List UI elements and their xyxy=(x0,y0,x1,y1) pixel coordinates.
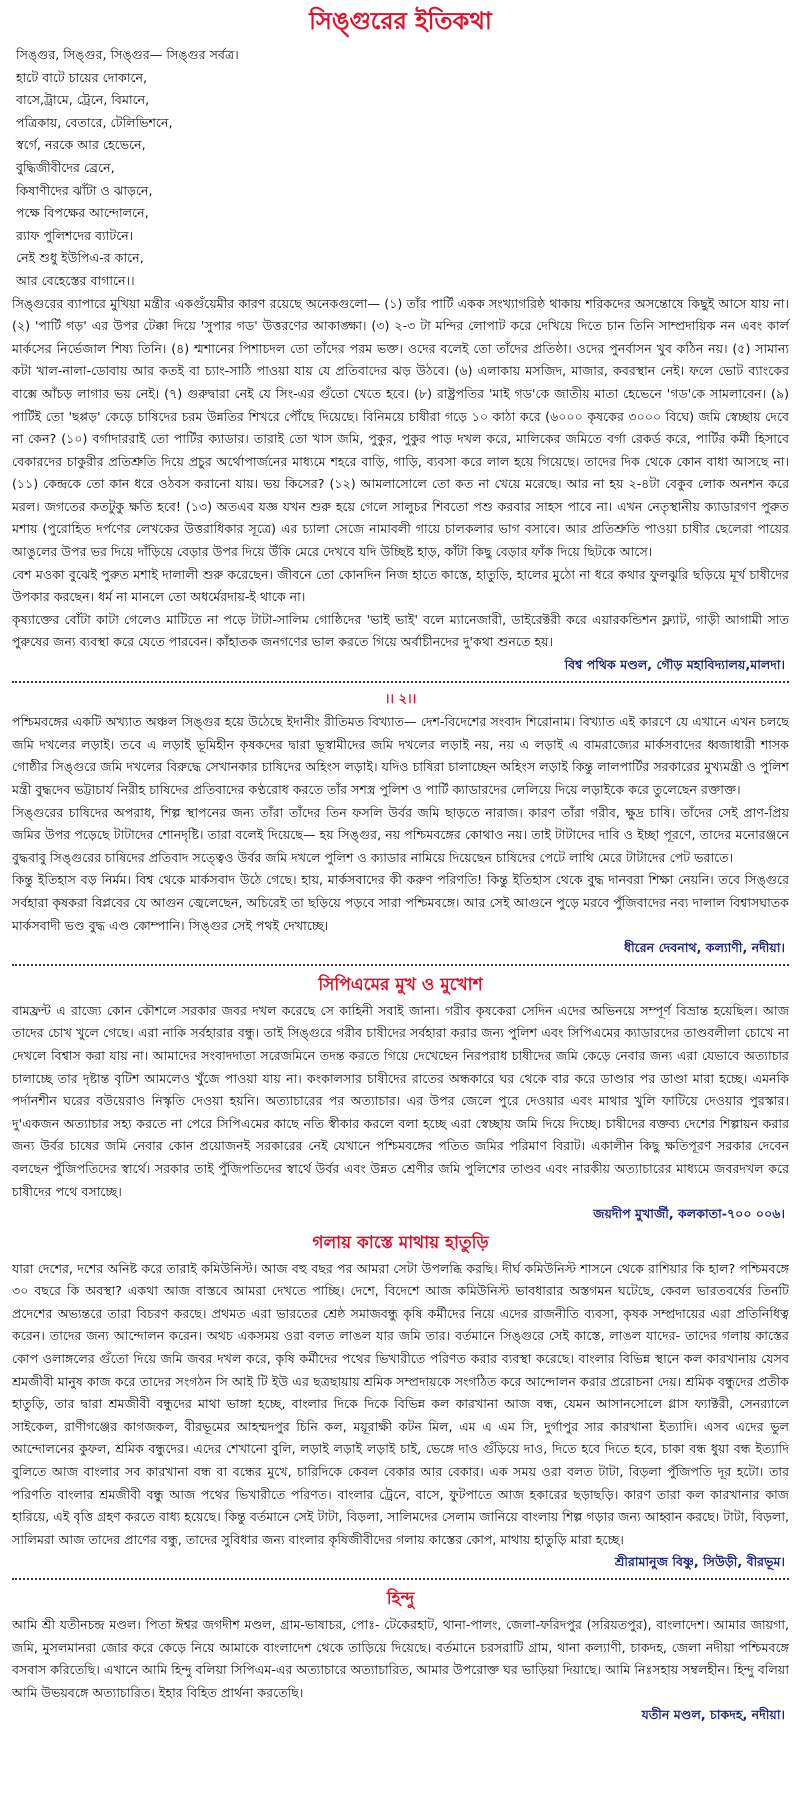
letter-heading: সিপিএমের মুখ ও মুখোশ xyxy=(318,974,483,995)
divider xyxy=(12,1578,789,1580)
letter-signature: যতীন মণ্ডল, চাকদহ, নদীয়া। xyxy=(641,1707,785,1723)
paragraph: পশ্চিমবঙ্গের একটি অখ্যাত অঞ্চল সিঙ্গুর হয়ে উঠেছে ইদানীং রীতিমত বিখ্যাত— দেশ-বিদেশের সংবাদ শিরোনাম। বিখ্যাত এই কারণে যে এখানে এখন চলছে জমি দখলের লড়াই। তবে এ লড়াই ভূমিহীন কৃষকদের দ্বারা ভূস্বামীদের জমি দখলের লড়াই নয়, নয় এ লড়াই এ বামরাজ্যের মার্কসবাদের ধ্বজাধারী শাসক গোষ্ঠীর সিঙ্গুরে জমি দখলের বিরুদ্ধে সেখানকার চাষিদের অহিংস লড়াই। যদিও চাষিরা চালাচ্ছেন অহিংস লড়াই কিন্তু লালপার্টির সরকারের মুখ্যমন্ত্রী ও পুলিশ মন্ত্রী বুদ্ধদেব ভট্টাচার্য নিরীহ চাষিদের প্রতিবাদের কণ্ঠরোধ করতে তাঁর সশস্ত্র পুলিশ ও পার্টি ক্যাডারদের লেলিয়ে দিয়ে লড়াইকে করে তুলেছেন রক্তাক্ত। xyxy=(12,714,789,797)
poem-line: বাসে,ট্রামে, ট্রেনে, বিমানে, xyxy=(16,92,150,108)
paragraph: বেশ মওকা বুঝেই পুরুত মশাই দালালী শুরু করেছেন। জীবনে তো কোনদিন নিজ হাতে কাস্তে, হাতুড়ি, হালের মুঠো না ধরে কথার ফুলঝুরি ছড়িয়ে মূর্খ চাষীদের উপকার করছেন। ধর্ম না মানলে তো অধর্মেরদায়-ই থাকে না। xyxy=(12,566,789,605)
poem-line: আর বেহেস্তের বাগানে।। xyxy=(16,272,135,288)
poem-line: পক্ষে বিপক্ষের আন্দোলনে, xyxy=(16,205,149,221)
poem-line: নেই শুধু ইউপিএ-র কানে, xyxy=(16,250,144,266)
paragraph: বামফ্রন্ট এ রাজ্যে কোন কৌশলে সরকার জবর দখল করেছে সে কাহিনী সবাই জানা। গরীব কৃষকেরা সেদিন এদের অভিনয়ে সম্পূর্ণ বিভ্রান্ত হয়েছিল। আজ তাদের চোখ খুলে গেছে। এরা নাকি সর্বহারার বন্ধু। তাই সিঙ্গুরে গরীব চাষীদের সর্বহারা করার জন্য পুলিশ এবং সিপিএমের ক্যাডারদের তাণ্ডবলীলা চোখে না দেখলে বিশ্বাস করা যায় না। আমাদের সংবাদদাতা সরেজমিনে তদন্ত করতে গিয়ে দেখেছেন নিরপরাধ চাষীদের জমি কেড়ে নেবার জন্য এরা যেভাবে অত্যাচার চালাচ্ছে তার দৃষ্টান্ত বৃটিশ আমলেও খুঁজে পাওয়া যায় না। কংকালসার চাষীদের রাতের অন্ধকারে ঘর থেকে বার করে ডাণ্ডার পর ডাণ্ডা মারা হচ্ছে। এমনকি পর্দানশীন ঘরের বউয়েরাও নিস্কৃতি দেওয়া হয়নি। অত্যাচারের পর অত্যাচার। এর উপর জেলে পুরে দেওয়ার এবং মাথার খুলি ফাটিয়ে দেওয়ার পুরস্কার। দু'একজন অত্যাচার সহ্য করতে না পেরে সিপিএমের কাছে নতি স্বীকার করলে বলা হচ্ছে এরা স্বেচ্ছায় জমি দিয়ে দিচ্ছে। চাষীদের বক্তব্য দেশের শিল্পায়ন করার জন্য উর্বর চাষের জমি নেবার কোন প্রয়োজনই সরকারের নেই যেখানে পশ্চিমবঙ্গের পতিত জমির পরিমাণ বিরাট। একালীন কিছু ক্ষতিপূরণ সরকার দেবেন বলছেন পুঁজিপতিদের স্বার্থে। সরকার তাই পুঁজিপতিদের স্বার্থে উর্বর এবং উন্নত শ্রেণীর জমি পুলিশের তাণ্ডব এবং নারকীয় অত্যাচারের মাধ্যমে জবরদখল করে চাষীদের পথে বসাচ্ছে। xyxy=(12,1002,789,1199)
poem xyxy=(16,44,789,293)
poem-line: র‌্যাফ পুলিশদের ব্যাটনে। xyxy=(16,227,134,243)
poem-line: সিঙ্গুর, সিঙ্গুর, সিঙ্গুর— সিঙ্গুর সর্বত্র। xyxy=(16,47,239,62)
letter-1 xyxy=(12,293,789,677)
page-title: সিঙ্গুরের ইতিকথা xyxy=(309,7,492,35)
poem-line: বুদ্ধিজীবীদের ব্রেনে, xyxy=(16,159,115,175)
letter-5 xyxy=(12,1586,789,1727)
letter-4 xyxy=(12,1230,789,1574)
poem-line: স্বর্গে, নরকে আর হেভেনে, xyxy=(16,137,146,153)
poem-line: হাটে বাটে চায়ের দোকানে, xyxy=(16,69,148,85)
letter-signature: বিশ্ব পথিক মণ্ডল, গৌড় মহাবিদ্যালয়,মালদা। xyxy=(564,657,785,673)
paragraph: আমি শ্রী যতীনচন্দ্র মণ্ডল। পিতা ঈশ্বর জগদীশ মণ্ডল, গ্রাম-ভাষাচর, পোঃ- টেকেরহাট, থানা-পালং, জেলা-ফরিদপুর (সরিয়তপুর), বাংলাদেশ। আমার জায়গা, জমি, মুসলমানরা জোর করে কেড়ে নিয়ে আমাকে বাংলাদেশ থেকে তাড়িয়ে দিয়েছে। বর্তমানে চরসরাটি গ্রাম, থানা কল্যাণী, চাকদহ, জেলা নদীয়া পশ্চিমবঙ্গে বসবাস করিতেছি। এখানে আমি হিন্দু বলিয়া সিপিএম-এর অত্যাচারে অত্যাচারিত, আমার উপরোক্ত ঘর ভাড়িয়া দিয়াছে। আমি নিঃসহায় সম্বলহীন। হিন্দু বলিয়া আমি উভয়বঙ্গে অত্যাচারিত। ইহার বিহিত প্রার্থনা করতেছি। xyxy=(12,1617,789,1700)
section-number: ।। ২।। xyxy=(384,691,417,707)
paragraph: সিঙ্গুরের ব্যাপারে মুখিয়া মন্ত্রীর একগুঁয়েমীর কারণ রয়েছে অনেকগুলো— (১) তাঁর পার্টি একক সংখ্যাগরিষ্ঠ থাকায় শরিকদের অসন্তোষে কিছুই আসে যায় না। (২) 'পার্টি গড়' এর উপর টেক্কা দিয়ে 'সুপার গড' উত্তরণের আকাঙ্ক্ষা। (৩) ২-৩ টা মন্দির লোপাট করে দেখিয়ে দিতে চান তিনি সাম্প্রদায়িক নন এবং কার্ল মার্কসের নির্ভেজাল শিষ্য তিনি। (৪) শ্মশানের পিশাচদল তো তাঁদের পরম ভক্ত। ওদের বলেই তো তাঁদের প্রতিষ্ঠা। ওদের পুনর্বাসন খুব কঠিন নয়। (৫) সামান্য কটা খাল-নালা-ডোবায় আর কতই বা চ্যাং-সাঠি পাওয়া যায় যে প্রতিবাদের ঝড় উঠবে। (৬) এলাকায় মসজিদ, মাজার, কবরস্থান নেই। ফলে ভোট ব্যাংকের বাক্সে আঁচড় লাগার ভয় নেই। (৭) গুরুদ্বারা নেই যে সিং-এর গুঁতো খেতে হবে। (৮) রাষ্ট্রপতির 'মাই গড'কে জাতীয় মাতা হেভেনে 'গড'কে সামলাবেন। (৯) পার্টিই তো 'ছপ্পড়' কেড়ে চাষিদের চরম উন্নতির শিখরে পৌঁছে দিয়েছে। বিনিময়ে চাষীরা গড়ে ১০ কাঠা করে (৬০০০ কৃষকের ৩০০০ বিঘে) জমি স্বেচ্ছায় দেবে না কেন? (১০) বর্গাদাররাই তো পার্টির ক্যাডার। তারাই তো খাস জমি, পুকুর, পুকুর পাড় দখল করে, মালিকের জমিতে বর্গা রেকর্ড করে, পার্টির কর্মী হিসাবে বেকারদের চাকুরীর প্রতিশ্রুতি দিয়ে প্রচুর অর্থোপার্জনের মাধ্যমে শহরে বাড়ি, গাড়ি, ব্যবসা করে লাল হয়ে গিয়েছে। তাদের দিক থেকে কোন বাধা আসছে না। (১১) কেন্দ্রকে তো কান ধরে ওঠবস করানো যায়। ভয় কিসের? (১২) আমলাসোলে তো কত না খেয়ে মরেছে। আর না হয় ২-৪টা বেকুব লোক অনশন করে মরল। জগতের কতটুকু ক্ষতি হবে! (১৩) অতএব যজ্ঞ যখন শুরু হয়ে গেলে সালুচর শিবতো পশু করবার সাহস পাবে না। এখন নেতৃস্থানীয় ক্যাডারগণ পুরুত মশায় (পুরোহিত দর্পণের লেখকের উত্তরাধিকার সূত্রে) এর চ্যালা সেজে নামাবলী গায়ে চালকলার ভাগ বসাবে। আর প্রতিশ্রুতি পাওয়া চাষীর ছেলেরা পায়ের আঙুলের উপর ভর দিয়ে দাঁড়িয়ে বেড়ার উপর দিয়ে উঁকি মেরে দেখবে যদি উচ্ছিষ্ট হাড়, কাঁটা কিছু বেড়ার ফাঁক দিয়ে ছিটকে আসে। xyxy=(12,295,789,560)
divider xyxy=(12,964,789,966)
letter-3 xyxy=(12,972,789,1226)
paragraph: কিন্তু ইতিহাস বড় নির্মম। বিশ্ব থেকে মার্কসবাদ উঠে গেছে। হায়, মার্কসবাদের কী করুণ পরিণতি! কিন্তু ইতিহাস থেকে বুদ্ধ দানবরা শিক্ষা নেয়নি। তবে সিঙ্গুরে সর্বহারা কৃষকরা বিপ্লবের যে আগুন জ্বেলেছেন, অচিরেই তা ছড়িয়ে পড়বে সারা পশ্চিমবঙ্গে। আর সেই আগুনে পুড়ে মরবে পুঁজিবাদের নব্য দালাল বিশ্বাসঘাতক মার্কসবাদী ভণ্ড বুদ্ধ এণ্ড কোম্পানি। সিঙ্গুর সেই পথই দেখাচ্ছে। xyxy=(12,872,789,933)
letter-heading: গলায় কাস্তে মাথায় হাতুড়ি xyxy=(312,1232,489,1253)
poem-line: পত্রিকায়, বেতারে, টেলিভিশনে, xyxy=(16,114,173,130)
divider xyxy=(12,681,789,683)
paragraph: যারা দেশের, দশের অনিষ্ট করে তারাই কমিউনিস্ট। আজ বহু বছর পর আমরা সেটা উপলব্ধি করছি। দীর্ঘ কমিউনিস্ট শাসনে থেকে রাশিয়ার কি হাল? পশ্চিমবঙ্গে ৩০ বছরে কি অবস্থা? একথা আজ বাস্তবে আমরা দেখতে পাচ্ছি। দেশে, বিদেশে আজ কমিউনিস্ট ভাবধারার অস্তগমন ঘটেছে, কেবল ভারতবর্ষের তিনটি প্রদেশের অভ্যন্তরে তারা বিচরণ করছে। প্রথমত এরা ভারতের শ্রেষ্ঠ সমাজবন্ধু কৃষি কর্মীদের নিয়ে এদের রাজনীতি ব্যবসা, কৃষক সম্প্রদায়ের এরা প্রতিনিধিত্ব করেন। তাদের জন্য আন্দোলন করেন। অথচ একসময় ওরা বলত লাঙল যার জমি তার। বর্তমানে সিঙ্গুরে সেই কাস্তে, লাঙল যাদের- তাদের গলায় কাস্তের কোপ ওলাঙ্গলের গুঁতো দিয়ে জমি জবর দখল করে, কৃষি কর্মীদের পথের ভিখারীতে পরিণত করার ব্যবস্থা করেছে। বাংলার বিভিন্ন স্থানে কল কারখানায় যেসব শ্রমজীবী মানুষ কাজ করে তাদের সংগঠন সি আই টি ইউ এর ছত্রছায়ায় শ্রমিক সম্প্রদায়কে সংগঠিত করে আন্দোলন করার প্ররোচনা দেয়। শ্রমিক বন্ধুদের প্রতীক হাতুড়ি, তার দ্বারা শ্রমজীবী বন্ধুদের মাথা ভাঙ্গা হচ্ছে, বাংলার দিকে দিকে বিভিন্ন কল কারখানা আজ বন্ধ, যেমন আসানসোলে গ্লাস ফ্যাক্টরী, সেনর‌্যালে সাইকেল, রাণীগঞ্জের কাগজকল, বীরভূমের আহম্মদপুর চিনি কল, ময়ূরাক্ষী কটন মিল, এম এ এম সি, দুর্গাপুর সার কারখানা ইত্যাদি। এসব এদের ভুল আন্দোলনের কুফল, শ্রমিক বন্ধুদের। এদের শেখানো বুলি, লড়াই লড়াই লড়াই চাই, ভেঙ্গে দাও গুঁড়িয়ে দাও, দিতে হবে দিতে হবে, চাকা বন্ধ ধুয়া বন্ধ ইত্যাদি বুলিতে আজ বাংলার সব কারখানা বন্ধ বা বন্ধের মুখে, চারিদিকে কেবল বেকার আর বেকার। এক সময় ওরা বলত টাটা, বিড়লা পুঁজিপতি দূর হটো। তার পরিণতি বাংলার শ্রমজীবী বন্ধু আজ পথের ভিখারীতে পরিণত। বাংলার ট্রেনে, বাসে, ফুটপাতে আজ হকারের ছড়াছড়ি। কারণ তারা কল কারখানার কাজ হারিয়ে, এই বৃত্তি গ্রহণ করতে বাধ্য হয়েছে। কিন্তু বর্তমানে সেই টাটা, বিড়লা, সালিমদের সেলাম জানিয়ে বাংলায় শিল্প গড়ার জন্য আহ্বান করছে। টাটা, বিড়লা, সালিমরা আজ তাদের প্রাণের বন্ধু, তাদের সুবিধার জন্য বাংলার কৃষিজীবীদের গলায় কাস্তের কোপ, মাথায় হাতুড়ি মারা হচ্ছে। xyxy=(12,1260,789,1547)
letter-signature: জয়দীপ মুখার্জী, কলকাতা-৭০০ ০০৬। xyxy=(593,1206,785,1222)
paragraph: সিঙ্গুরের চাষিদের অপরাধ, শিল্প স্থাপনের জন্য তাঁরা তাঁদের তিন ফসলি উর্বর জমি ছাড়তে নারাজ। কারণ তাঁরা গরীব, ক্ষুদ্র চাষি। তাঁদের সেই প্রাণ-প্রিয় জমির উপর পড়েছে টাটাদের শোনদৃষ্টি। তারা বলেই দিয়েছে— হয় সিঙ্গুর, নয় পশ্চিমবঙ্গের কোথাও নয়। তাই টাটাদের দাবি ও ইচ্ছা পূরণে, তাদের মনোরঞ্জনে বুদ্ধবাবু সিঙ্গুরের চাষিদের প্রতিবাদ সত্ত্বেও উর্বর জমি দখলে পুলিশ ও ক্যাডার নামিয়ে দিয়েছেন চাষিদের পেটে লাথি মেরে টাটাদের পেট ভরাতে। xyxy=(12,804,789,865)
letter-signature: ধীরেন দেবনাথ, কল্যাণী, নদীয়া। xyxy=(624,940,785,956)
letter-signature: শ্রীরামানুজ বিষ্ণু, সিউড়ী, বীরভূম। xyxy=(614,1554,785,1570)
poem-line: কিষাণীদের ঝাঁটা ও ঝাড়নে, xyxy=(16,182,153,198)
letter-2 xyxy=(12,689,789,960)
paragraph: কৃষ্যাক্তের বোঁটা কাটা গেলেও মাটিতে না পড়ে টাটা-সালিম গোষ্ঠিদের 'ভাই ভাই' বলে ম্যানেজারী, ডাইরেক্টরী করে এয়ারকন্ডিশন ফ্ল্যাট, গাড়ী আগামী সাত পুরুষের জন্য ব্যবস্থা করে যেতে পারবেন। কাঁহাতক জনগণের ভাল করতে গিয়ে অর্বাচীনদের দু'কথা শুনতে হয়। xyxy=(12,611,789,650)
letter-heading: হিন্দু xyxy=(386,1589,415,1609)
